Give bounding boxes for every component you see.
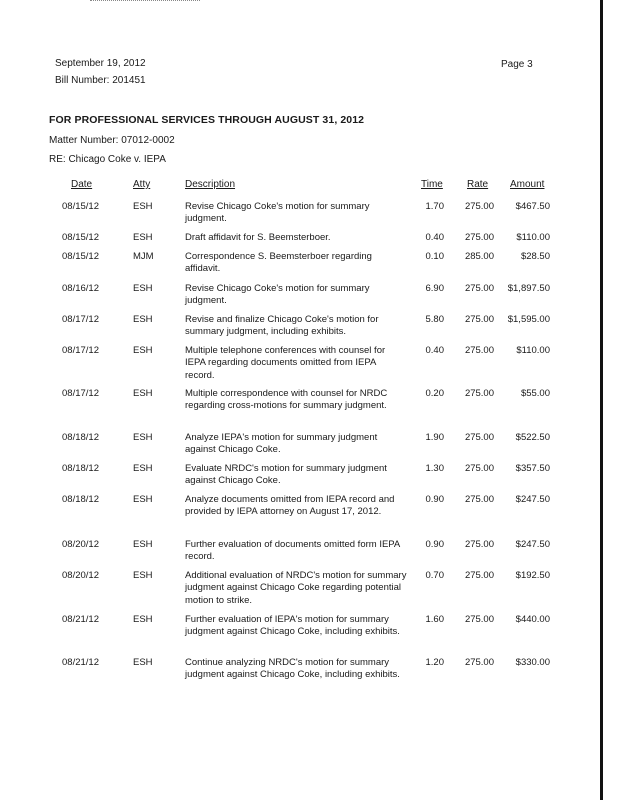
entry-rate: 275.00 [464, 388, 494, 399]
column-header-date: Date [71, 179, 93, 190]
entry-rate: 275.00 [464, 463, 494, 474]
column-header-rate: Rate [467, 179, 489, 190]
entry-atty: ESH [133, 232, 153, 243]
entry-rate: 275.00 [464, 432, 494, 443]
entry-description: Draft affidavit for S. Beemsterboer. [185, 232, 331, 243]
entry-date: 08/17/12 [62, 314, 99, 325]
entry-time: 0.10 [425, 251, 444, 262]
entry-atty: MJM [133, 251, 154, 262]
entry-time: 0.40 [425, 232, 444, 243]
scan-artifact-edge [600, 0, 603, 800]
entry-amount: $110.00 [516, 345, 550, 356]
entry-atty: ESH [133, 614, 153, 625]
entry-atty: ESH [133, 494, 153, 505]
entry-atty: ESH [133, 314, 153, 325]
column-header-time: Time [421, 179, 443, 190]
entry-time: 1.70 [425, 201, 444, 212]
entry-amount: $467.50 [515, 201, 550, 212]
entry-atty: ESH [133, 657, 153, 668]
entry-amount: $192.50 [515, 570, 550, 581]
entry-amount: $28.50 [520, 251, 550, 262]
entry-rate: 275.00 [464, 314, 494, 325]
entry-amount: $330.00 [515, 657, 550, 668]
entry-time: 0.40 [425, 345, 444, 356]
entry-amount: $55.00 [520, 388, 550, 399]
entry-atty: ESH [133, 432, 153, 443]
entry-rate: 285.00 [464, 251, 494, 262]
column-header-description: Description [185, 179, 236, 190]
entry-description: Multiple telephone conferences with counsel for IEPA regarding documents omitted from IEPA record. [185, 345, 386, 381]
entry-rate: 275.00 [464, 539, 494, 550]
bill-number: Bill Number: 201451 [55, 75, 146, 86]
entry-description: Multiple correspondence with counsel for NRDC regarding cross-motions for summary judgment. [185, 388, 388, 412]
entry-amount: $247.50 [515, 494, 550, 505]
entry-amount: $357.50 [515, 463, 550, 474]
entry-amount: $1,897.50 [507, 283, 550, 294]
entry-rate: 275.00 [464, 570, 494, 581]
entry-time: 1.90 [425, 432, 444, 443]
entry-rate: 275.00 [464, 232, 494, 243]
entry-description: Analyze IEPA's motion for summary judgment against Chicago Coke. [185, 432, 378, 456]
entry-date: 08/15/12 [62, 232, 99, 243]
entry-rate: 275.00 [464, 201, 494, 212]
entry-rate: 275.00 [464, 494, 494, 505]
entry-description: Further evaluation of documents omitted form IEPA record. [185, 539, 400, 563]
entry-date: 08/20/12 [62, 539, 99, 550]
bill-date: September 19, 2012 [55, 58, 146, 69]
entry-description: Continue analyzing NRDC's motion for summary judgment against Chicago Coke, including exhibits. [185, 657, 400, 681]
matter-number: Matter Number: 07012-0002 [49, 135, 175, 146]
entry-date: 08/17/12 [62, 388, 99, 399]
entry-date: 08/15/12 [62, 201, 99, 212]
entry-atty: ESH [133, 201, 153, 212]
entry-description: Further evaluation of IEPA's motion for summary judgment against Chicago Coke, including exhibits. [185, 614, 400, 638]
page-number: Page 3 [501, 59, 533, 70]
entry-time: 0.90 [425, 494, 444, 505]
entry-date: 08/18/12 [62, 494, 99, 505]
entry-date: 08/16/12 [62, 283, 99, 294]
entry-atty: ESH [133, 570, 153, 581]
entry-description: Revise Chicago Coke's motion for summary judgment. [185, 201, 370, 225]
entry-date: 08/18/12 [62, 432, 99, 443]
re-line: RE: Chicago Coke v. IEPA [49, 154, 166, 165]
entry-amount: $440.00 [515, 614, 550, 625]
entry-rate: 275.00 [464, 657, 494, 668]
entry-atty: ESH [133, 283, 153, 294]
entry-time: 5.80 [425, 314, 444, 325]
entry-date: 08/20/12 [62, 570, 99, 581]
entry-time: 1.20 [425, 657, 444, 668]
entry-description: Additional evaluation of NRDC's motion for summary judgment against Chicago Coke regarding potential motion to strike. [185, 570, 407, 606]
scan-artifact-top [90, 0, 200, 4]
entry-date: 08/15/12 [62, 251, 99, 262]
entry-atty: ESH [133, 345, 153, 356]
entry-time: 0.20 [425, 388, 444, 399]
entry-amount: $110.00 [516, 232, 550, 243]
entry-amount: $247.50 [515, 539, 550, 550]
entry-rate: 275.00 [464, 345, 494, 356]
entry-rate: 275.00 [464, 283, 494, 294]
entry-atty: ESH [133, 539, 153, 550]
entry-description: Evaluate NRDC's motion for summary judgment against Chicago Coke. [185, 463, 387, 487]
column-header-atty: Atty [133, 179, 151, 190]
entry-date: 08/18/12 [62, 463, 99, 474]
entry-date: 08/17/12 [62, 345, 99, 356]
entry-amount: $522.50 [515, 432, 550, 443]
entry-date: 08/21/12 [62, 614, 99, 625]
entry-atty: ESH [133, 463, 153, 474]
entry-time: 0.90 [425, 539, 444, 550]
entry-description: Revise and finalize Chicago Coke's motion for summary judgment, including exhibits. [185, 314, 379, 338]
entry-atty: ESH [133, 388, 153, 399]
entry-description: Revise Chicago Coke's motion for summary judgment. [185, 283, 370, 307]
entry-amount: $1,595.00 [507, 314, 550, 325]
entry-time: 0.70 [425, 570, 444, 581]
entry-time: 6.90 [425, 283, 444, 294]
entry-date: 08/21/12 [62, 657, 99, 668]
entry-description: Correspondence S. Beemsterboer regarding affidavit. [185, 251, 372, 275]
column-header-amount: Amount [510, 179, 545, 190]
services-title: FOR PROFESSIONAL SERVICES THROUGH AUGUST 31, 2012 [49, 114, 365, 126]
entry-time: 1.60 [425, 614, 444, 625]
entry-description: Analyze documents omitted from IEPA record and provided by IEPA attorney on August 17, 2012. [185, 494, 395, 518]
entry-time: 1.30 [425, 463, 444, 474]
entry-rate: 275.00 [464, 614, 494, 625]
